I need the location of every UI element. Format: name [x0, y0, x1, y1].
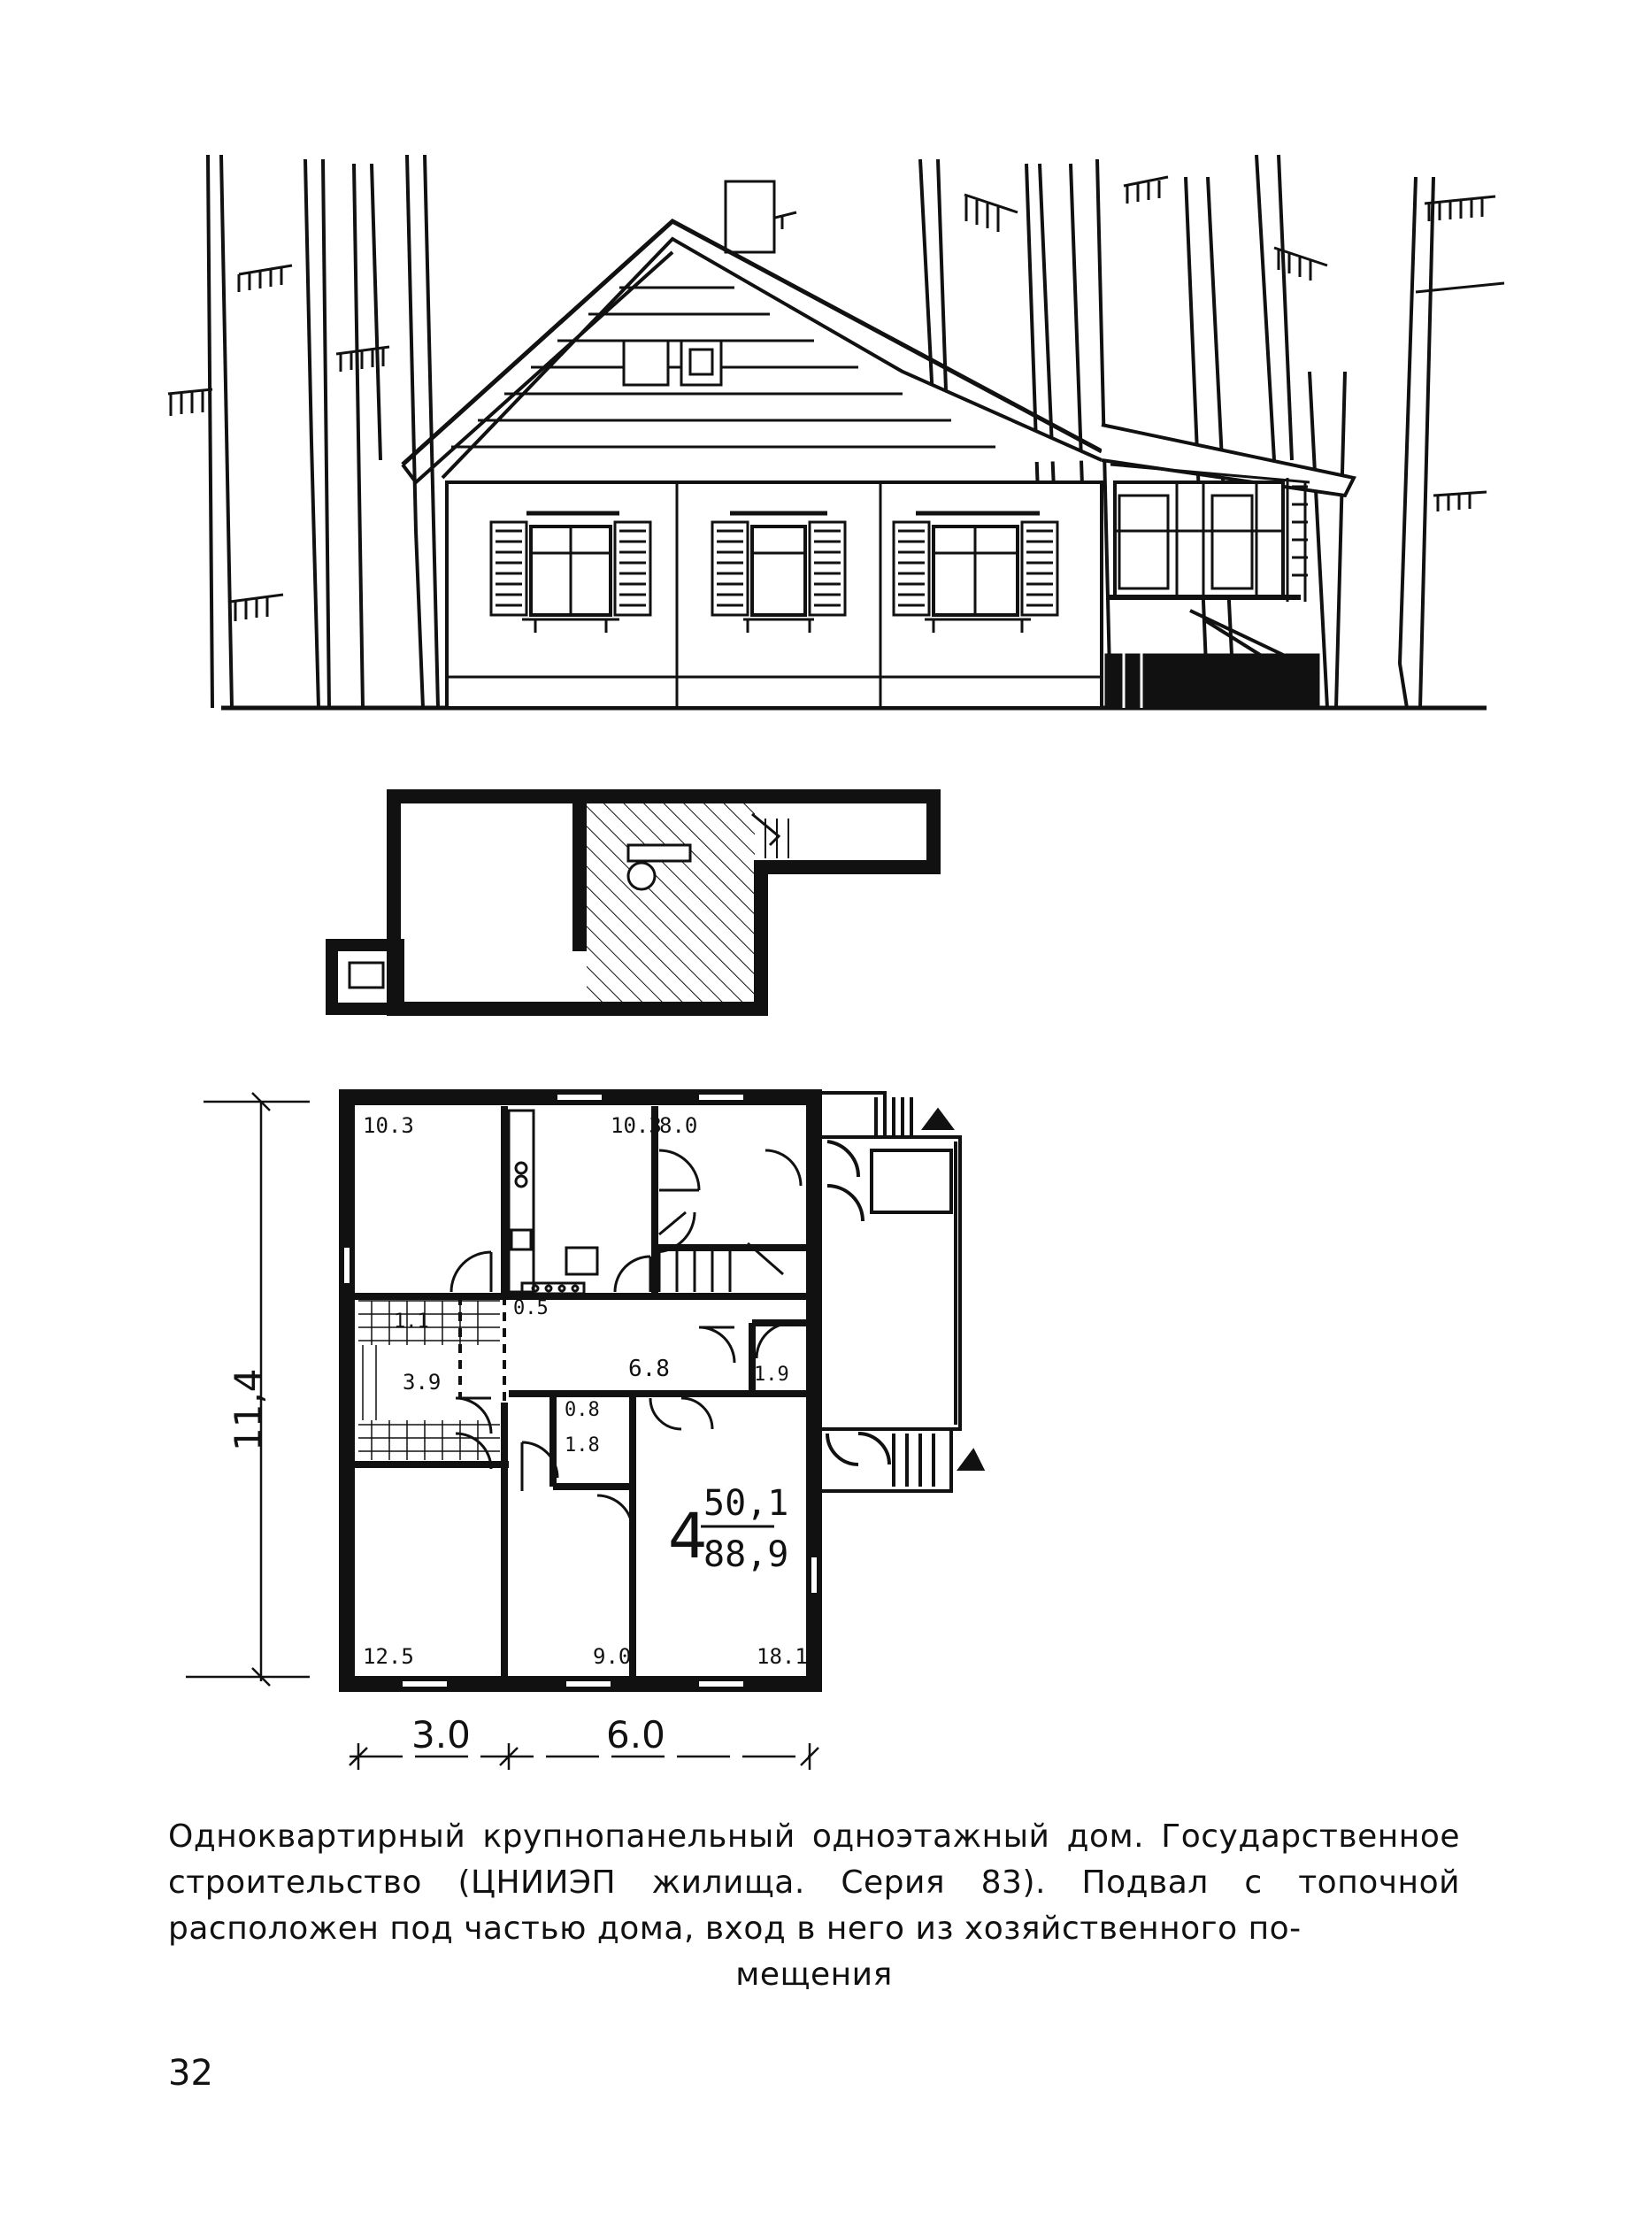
room-label: 6.8	[628, 1356, 670, 1382]
room-label: 0.5	[513, 1297, 549, 1319]
room-label: 0.8	[565, 1399, 600, 1421]
summary-total-area: 88,9	[703, 1534, 789, 1575]
room-label: 1.8	[565, 1434, 600, 1457]
dimension-height: 11,4	[227, 1368, 270, 1451]
figure-caption	[168, 1814, 1460, 1998]
dimension-right: 6.0	[606, 1713, 665, 1757]
caption-line: мещения	[735, 1956, 893, 1993]
caption-line: строительство (ЦНИИЭП жилища. Серия 83). Подвал с топочной	[168, 1864, 1460, 1901]
room-label: 8.0	[659, 1113, 698, 1138]
house-facade	[447, 482, 1102, 708]
basement-plan	[332, 796, 934, 1009]
caption-line: Одноквартирный крупнопанельный одноэтажный дом. Государственное	[168, 1818, 1460, 1855]
boiler-room	[587, 803, 755, 1002]
window-right	[894, 513, 1057, 633]
floor-plan	[186, 1093, 982, 1770]
page-number: 32	[168, 2053, 213, 2094]
room-label: 1.9	[754, 1364, 789, 1386]
caption-line: расположен под частью дома, вход в него из хозяйственного по-	[168, 1910, 1302, 1947]
room-label: 12.5	[363, 1644, 414, 1669]
room-label: 10.3	[611, 1113, 662, 1138]
room-label: 18.1	[757, 1644, 808, 1669]
dimension-left: 3.0	[411, 1713, 471, 1757]
chimney	[726, 181, 774, 252]
summary-rooms: 4	[668, 1500, 708, 1572]
summary-living-area: 50,1	[703, 1483, 789, 1524]
window-left	[491, 513, 650, 633]
room-label: 9.0	[593, 1644, 632, 1669]
room-label: 1.1	[394, 1311, 429, 1333]
apartment-summary	[668, 1483, 788, 1575]
house-gable	[403, 221, 1102, 482]
room-label: 10.3	[363, 1113, 414, 1138]
house-elevation	[168, 155, 1504, 708]
room-label: 3.9	[403, 1370, 442, 1395]
